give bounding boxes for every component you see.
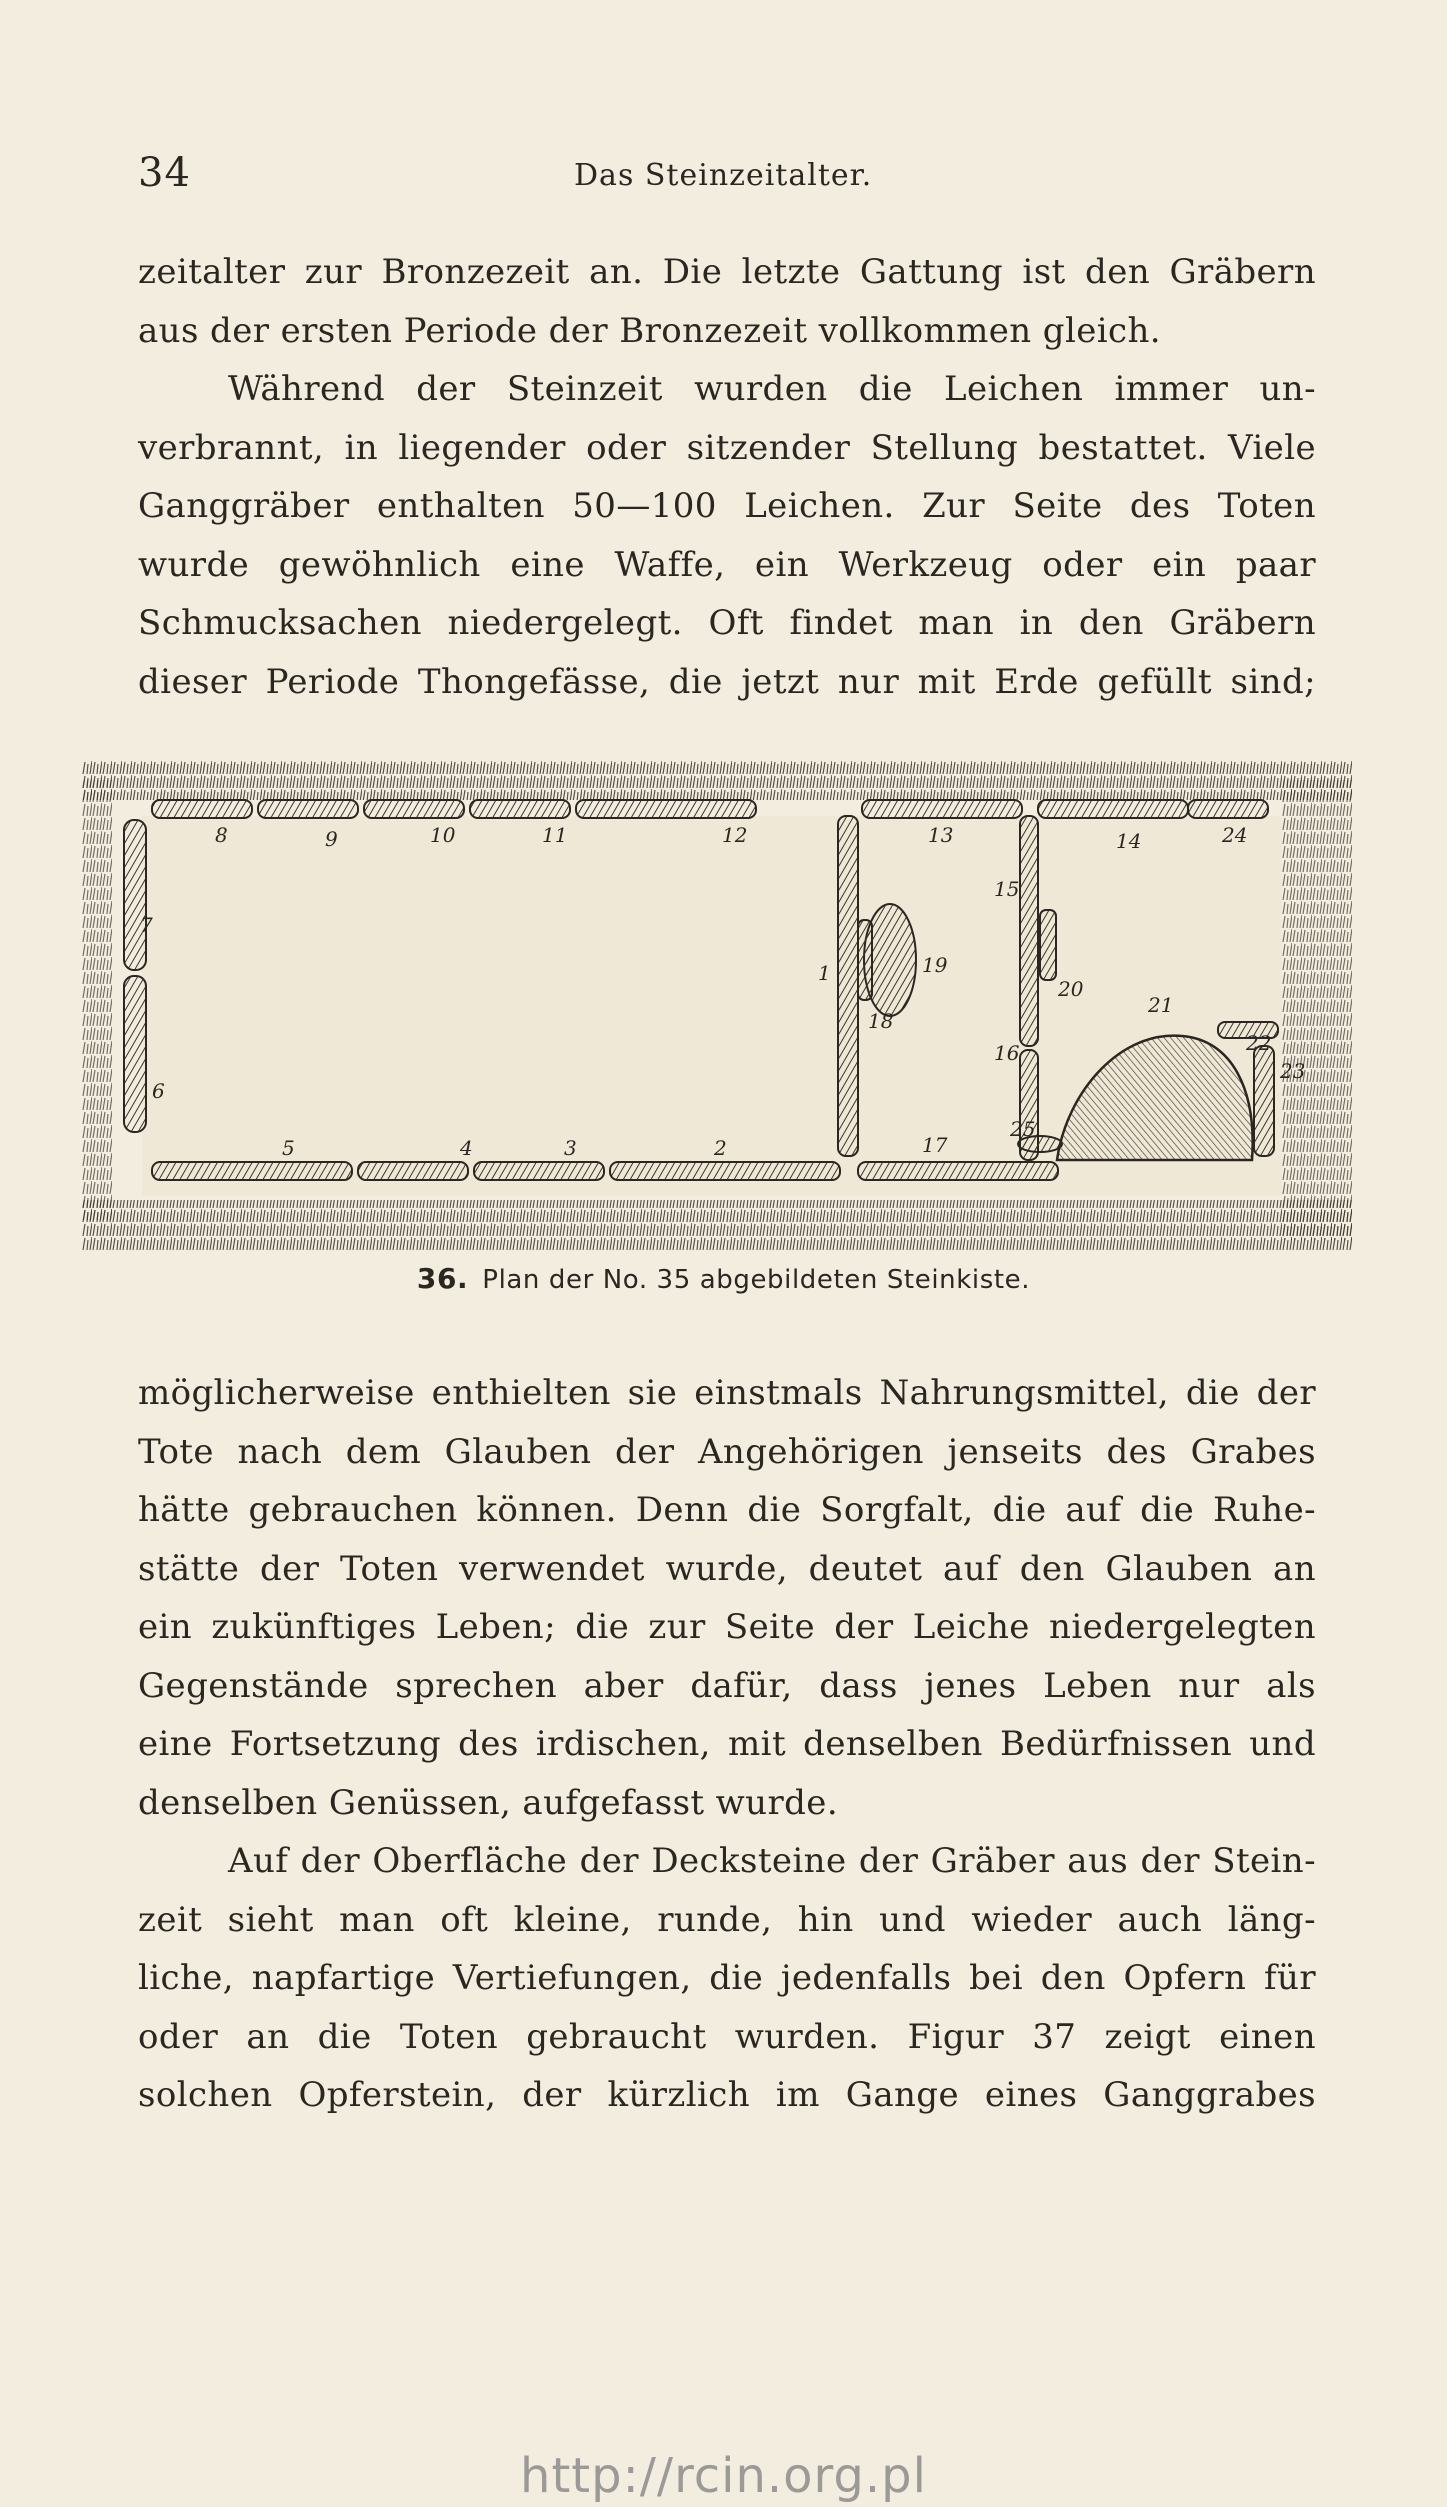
text-line: zeit sieht man oft kleine, runde, hin und wieder auch läng-: [138, 1899, 1316, 1940]
paragraph-cup-stones: [138, 1832, 1316, 2125]
text-line: wurde gewöhnlich eine Waffe, ein Werkzeug oder ein paar: [138, 544, 1316, 585]
stone-label: 11: [542, 823, 568, 847]
figure-number: 36.: [416, 1262, 469, 1295]
text-line: zeitalter zur Bronzezeit an. Die letzte Gattung ist den Gräbern: [138, 252, 1316, 292]
top-wall-stones: [152, 800, 1268, 818]
text-line: Auf der Oberfläche der Decksteine der Gräber aus der Stein-: [228, 1841, 1316, 1881]
stone-label: 5: [282, 1136, 295, 1160]
text-line: ein zukünftiges Leben; die zur Seite der Leiche niedergelegten: [138, 1607, 1316, 1647]
text-line: Schmucksachen niedergelegt. Oft findet man in den Gräbern: [138, 603, 1316, 643]
figure-caption-text: Plan der No. 35 abgebildeten Steinkiste.: [482, 1265, 1031, 1295]
stone-label: 2: [714, 1136, 727, 1160]
page-number: 34: [138, 150, 191, 196]
text-line: eine Fortsetzung des irdischen, mit denselben Bedürfnissen und: [138, 1724, 1316, 1764]
text-line: dieser Periode Thongefässe, die jetzt nur mit Erde gefüllt sind;: [138, 661, 1316, 702]
stone-label: 19: [922, 953, 948, 977]
stone-label: 23: [1280, 1059, 1306, 1083]
stone-label: 15: [994, 877, 1020, 901]
figure-stone-cist-plan: [82, 760, 1352, 1250]
text-line: oder an die Toten gebraucht wurden. Figur 37 zeigt einen: [138, 2016, 1316, 2057]
stone-label: 18: [868, 1009, 894, 1033]
stone-label: 8: [215, 823, 228, 847]
stone-label: 21: [1148, 993, 1174, 1017]
stone-label: 13: [928, 823, 954, 847]
stone-label: 3: [564, 1136, 577, 1160]
text-line: verbrannt, in liegender oder sitzender Stellung bestattet. Viele: [138, 427, 1316, 468]
grass-bottom: [82, 1200, 1352, 1250]
stone-label: 16: [994, 1041, 1020, 1065]
watermark-url: http://rcin.org.pl: [520, 2448, 927, 2504]
paragraph-continuation: [138, 243, 1316, 360]
grass-top: [82, 760, 1352, 800]
stone-label: 1: [818, 961, 831, 985]
paragraph-afterlife: [138, 1364, 1316, 1832]
paragraph-burial-customs: [138, 360, 1316, 711]
stone-label: 22: [1246, 1031, 1272, 1055]
text-line: Während der Steinzeit wurden die Leichen immer un-: [228, 369, 1316, 409]
text-line: solchen Opferstein, der kürzlich im Gange eines Ganggrabes: [138, 2075, 1316, 2115]
text-line: Tote nach dem Glauben der Angehörigen jenseits des Grabes: [138, 1431, 1316, 1472]
stone-23: [1254, 1046, 1274, 1156]
stone-label: 24: [1222, 823, 1248, 847]
grass-left: [82, 780, 112, 1220]
text-line: hätte gebrauchen können. Denn die Sorgfalt, die auf die Ruhe-: [138, 1490, 1316, 1530]
text-line: denselben Genüssen, aufgefasst wurde.: [138, 1782, 839, 1823]
grass-right: [1282, 780, 1352, 1240]
stone-label: 4: [460, 1136, 473, 1160]
text-line: Gegenstände sprechen aber dafür, dass jenes Leben nur als: [138, 1665, 1316, 1706]
page-header: [138, 150, 1318, 210]
text-line: Ganggräber enthalten 50—100 Leichen. Zur Seite des Toten: [138, 486, 1316, 526]
text-line: stätte der Toten verwendet wurde, deutet auf den Glauben an: [138, 1548, 1316, 1589]
stone-label: 6: [152, 1079, 165, 1103]
stone-label: 9: [325, 827, 338, 851]
stone-label: 25: [1010, 1117, 1036, 1141]
stone-cist-plan-illustration: [82, 760, 1352, 1250]
text-line: möglicherweise enthielten sie einstmals Nahrungsmittel, die der: [138, 1373, 1316, 1413]
stone-label: 14: [1116, 829, 1142, 853]
text-line: liche, napfartige Vertiefungen, die jedenfalls bei den Opfern für: [138, 1958, 1316, 1998]
stone-label: 12: [722, 823, 748, 847]
text-line: aus der ersten Periode der Bronzezeit vollkommen gleich.: [138, 310, 1161, 351]
stone-label: 17: [922, 1133, 948, 1157]
stone-label: 20: [1058, 977, 1084, 1001]
running-head: Das Steinzeitalter.: [574, 158, 873, 193]
figure-caption: [0, 1262, 1447, 1295]
stone-label: 7: [140, 913, 153, 937]
stone-label: 10: [430, 823, 456, 847]
